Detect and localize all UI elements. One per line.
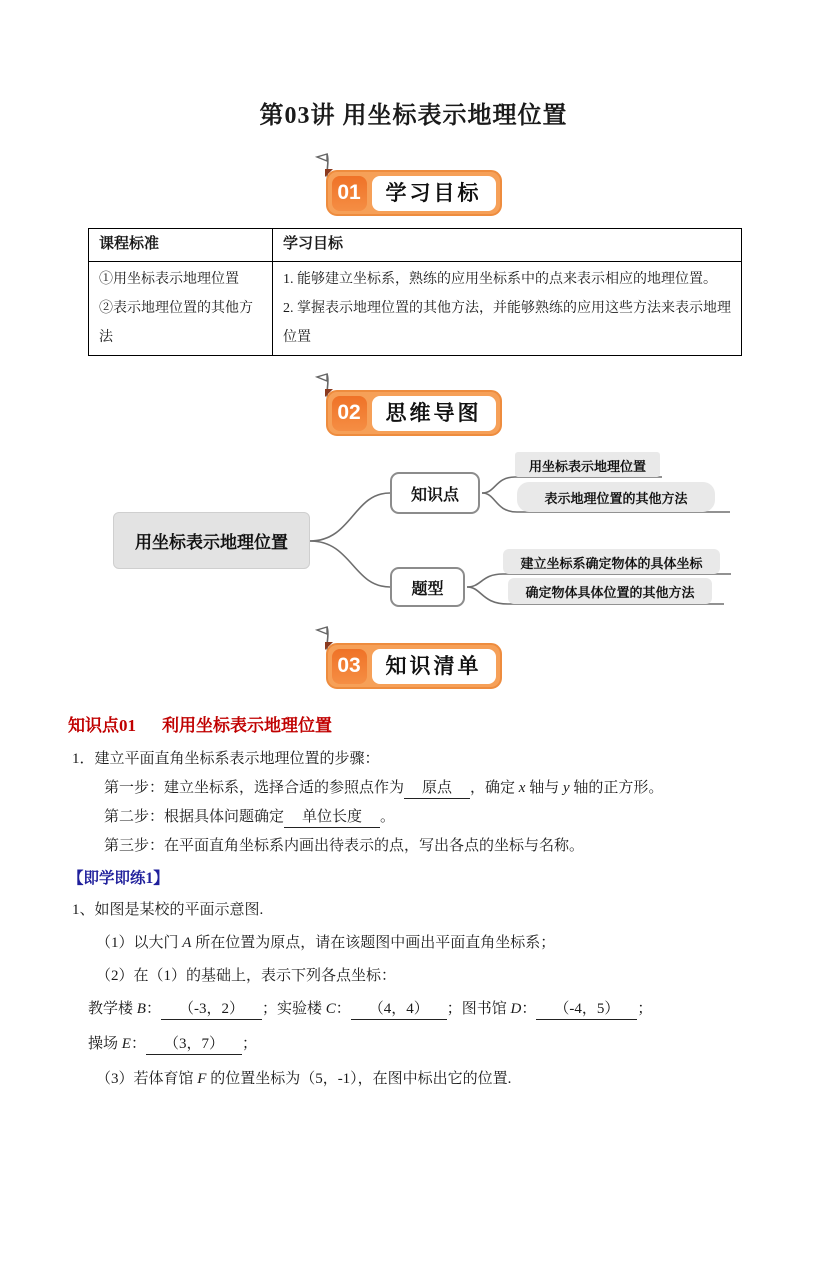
question-part2-line: （2）在（1）的基础上，表示下列各点坐标： [96, 968, 397, 984]
badge-number: 01 [332, 176, 367, 211]
point-label-A: A [182, 935, 192, 951]
header-goal: 学习目标 [273, 229, 742, 262]
question-part3-line [96, 1066, 827, 1092]
part1-text: （1）以大门 [96, 935, 183, 951]
mindmap-diagram [90, 444, 750, 629]
semicolon: ； [241, 1036, 257, 1052]
step2-text: 。 [380, 809, 396, 825]
part1-text: 所在位置为原点，请在该题图中画出平面直角坐标系； [191, 935, 556, 951]
answer-e: （3，7） [146, 1034, 242, 1055]
step1-text: ，确定 [470, 780, 519, 796]
standards-table [88, 228, 742, 356]
step3-line: 第三步：在平面直角坐标系内画出待表示的点，写出各点的坐标与名称。 [104, 838, 585, 854]
variable-y: y [562, 780, 570, 796]
section-badge-knowledge-list [326, 643, 502, 689]
standard-item: ①用坐标表示地理位置 [99, 272, 239, 287]
badge-fold-icon [325, 169, 333, 177]
badge-fold-icon [325, 642, 333, 650]
step1-text: 轴的正方形。 [569, 780, 664, 796]
table-body-row [89, 262, 742, 356]
coordinates-line-bcd [88, 994, 827, 1024]
colon: ： [145, 1001, 161, 1017]
standard-item: ②表示地理位置的其他方法 [99, 301, 253, 345]
step2-blank-answer: 单位长度 [284, 807, 380, 828]
knowledge-point-heading [68, 711, 827, 736]
mindmap-leaf: 建立坐标系确定物体的具体坐标 [503, 549, 720, 574]
step2-line [104, 804, 827, 830]
knowledge-point-number: 知识点01 [68, 716, 136, 735]
step1-text: 第一步：建立坐标系，选择合适的参照点作为 [104, 780, 405, 796]
coordinates-line-e [88, 1029, 827, 1059]
knowledge-point-title: 利用坐标表示地理位置 [162, 716, 332, 735]
mindmap-root-node: 用坐标表示地理位置 [113, 512, 310, 569]
step1-text: 轴与 [525, 780, 563, 796]
question-part1-line [96, 930, 827, 956]
label-building-c: ；实验楼 [261, 1001, 326, 1017]
table-header-row [89, 229, 742, 262]
mindmap-branch-knowledge: 知识点 [390, 472, 480, 514]
point-label-F: F [197, 1071, 207, 1087]
answer-d: （-4，5） [536, 999, 637, 1020]
steps-intro-line: 1．建立平面直角坐标系表示地理位置的步骤： [72, 751, 380, 767]
answer-b: （-3，2） [161, 999, 262, 1020]
badge-02 [326, 390, 502, 436]
standards-cell [89, 262, 273, 356]
goals-cell [273, 262, 742, 356]
label-building-d: ；图书馆 [446, 1001, 511, 1017]
section-badge-learning-goals [326, 170, 502, 216]
label-building-b: 教学楼 [88, 1001, 137, 1017]
goal-item: 2. 掌握表示地理位置的其他方法，并能够熟练的应用这些方法来表示地理位置 [283, 301, 731, 345]
colon: ： [335, 1001, 351, 1017]
badge-label: 思维导图 [372, 396, 496, 431]
mindmap-leaf: 用坐标表示地理位置 [515, 452, 660, 477]
question-intro-line: 1、如图是某校的平面示意图. [72, 902, 264, 918]
point-label-E: E [121, 1036, 131, 1052]
header-standard: 课程标准 [89, 229, 273, 262]
step1-blank-answer: 原点 [404, 778, 470, 799]
page-title: 第03讲 用坐标表示地理位置 [259, 103, 568, 129]
semicolon: ； [637, 1001, 653, 1017]
badge-label: 学习目标 [372, 176, 496, 211]
badge-number: 02 [332, 396, 367, 431]
label-playground-e: 操场 [88, 1036, 122, 1052]
step2-text: 第二步：根据具体问题确定 [104, 809, 285, 825]
practice-tag: 【即学即练1】 [68, 870, 169, 887]
part3-text: （3）若体育馆 [96, 1071, 198, 1087]
point-label-C: C [325, 1001, 336, 1017]
step1-line [104, 775, 827, 801]
goal-item: 1. 能够建立坐标系，熟练的应用坐标系中的点来表示相应的地理位置。 [283, 272, 717, 287]
answer-c: （4，4） [351, 999, 447, 1020]
colon: ： [130, 1036, 146, 1052]
worksheet-page [0, 95, 827, 1264]
part3-text: 的位置坐标为（5，-1），在图中标出它的位置. [206, 1071, 512, 1087]
point-label-D: D [510, 1001, 522, 1017]
mindmap-branch-question-types: 题型 [390, 567, 465, 607]
section-badge-mindmap [326, 390, 502, 436]
badge-01 [326, 170, 502, 216]
variable-x: x [518, 780, 526, 796]
colon: ： [521, 1001, 537, 1017]
mindmap-leaf: 表示地理位置的其他方法 [517, 482, 715, 512]
mindmap-leaf: 确定物体具体位置的其他方法 [508, 578, 712, 604]
badge-number: 03 [332, 649, 367, 684]
badge-03 [326, 643, 502, 689]
badge-fold-icon [325, 389, 333, 397]
badge-label: 知识清单 [372, 649, 496, 684]
point-label-B: B [136, 1001, 146, 1017]
